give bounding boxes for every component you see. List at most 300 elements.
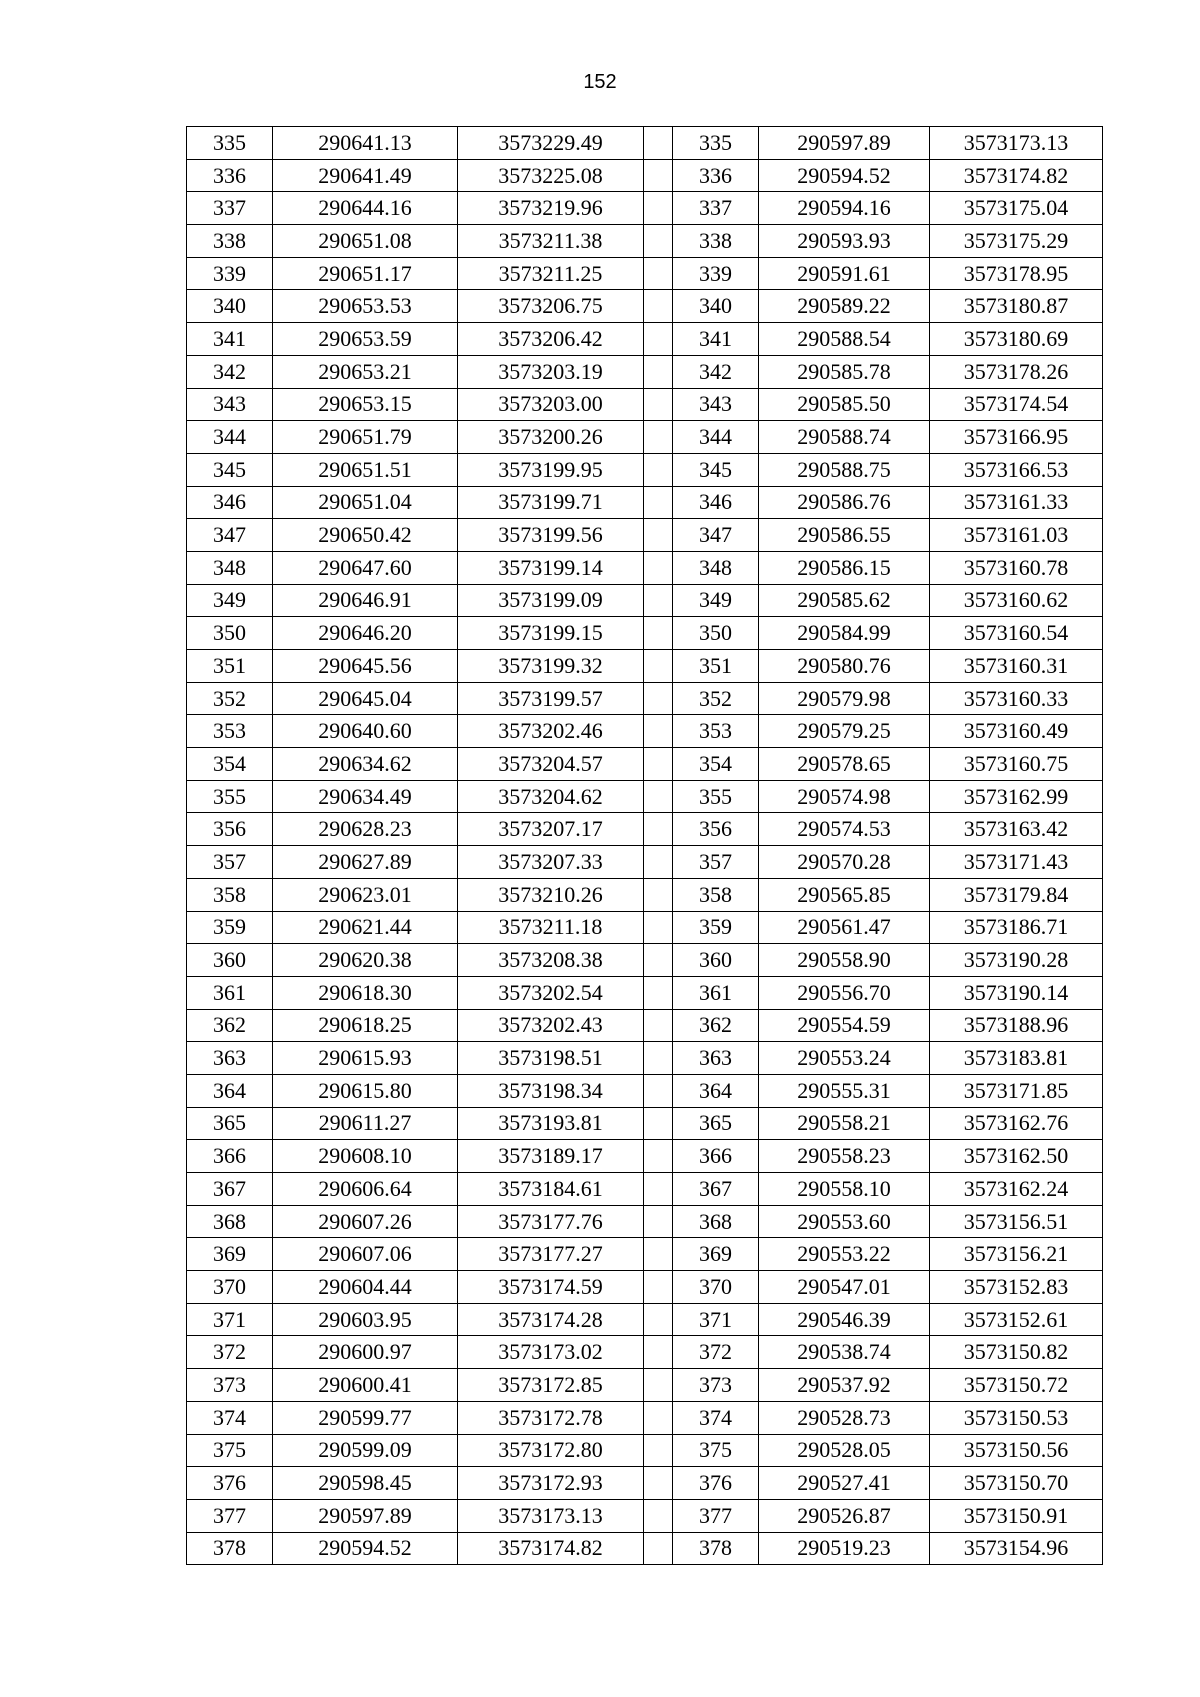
table-row — [187, 1238, 1103, 1271]
left-x-coordinate-cell: 290604.44 — [273, 1271, 458, 1304]
left-point-number-cell: 341 — [187, 323, 273, 356]
left-x-coordinate-cell: 290645.04 — [273, 682, 458, 715]
spacer-cell — [644, 1271, 673, 1304]
left-point-number-cell: 352 — [187, 682, 273, 715]
right-y-coordinate-cell: 3573179.84 — [930, 878, 1103, 911]
right-x-coordinate-cell: 290554.59 — [759, 1009, 930, 1042]
table-row — [187, 944, 1103, 977]
left-point-number-cell: 336 — [187, 159, 273, 192]
table-row — [187, 486, 1103, 519]
left-point-number-cell: 356 — [187, 813, 273, 846]
right-point-number-cell: 343 — [673, 388, 759, 421]
right-point-number-cell: 371 — [673, 1303, 759, 1336]
table-row — [187, 453, 1103, 486]
left-y-coordinate-cell: 3573172.85 — [458, 1369, 644, 1402]
left-point-number-cell: 373 — [187, 1369, 273, 1402]
spacer-cell — [644, 1009, 673, 1042]
right-point-number-cell: 338 — [673, 225, 759, 258]
left-y-coordinate-cell: 3573198.51 — [458, 1042, 644, 1075]
right-point-number-cell: 369 — [673, 1238, 759, 1271]
left-x-coordinate-cell: 290598.45 — [273, 1467, 458, 1500]
left-point-number-cell: 351 — [187, 650, 273, 683]
table-row — [187, 1369, 1103, 1402]
left-y-coordinate-cell: 3573203.19 — [458, 355, 644, 388]
right-x-coordinate-cell: 290586.55 — [759, 519, 930, 552]
left-point-number-cell: 375 — [187, 1434, 273, 1467]
right-x-coordinate-cell: 290553.24 — [759, 1042, 930, 1075]
left-x-coordinate-cell: 290628.23 — [273, 813, 458, 846]
right-x-coordinate-cell: 290594.52 — [759, 159, 930, 192]
right-y-coordinate-cell: 3573150.82 — [930, 1336, 1103, 1369]
coordinates-table-body — [187, 127, 1103, 1565]
right-point-number-cell: 357 — [673, 846, 759, 879]
left-point-number-cell: 338 — [187, 225, 273, 258]
left-x-coordinate-cell: 290606.64 — [273, 1173, 458, 1206]
left-point-number-cell: 378 — [187, 1532, 273, 1565]
spacer-cell — [644, 1042, 673, 1075]
left-x-coordinate-cell: 290653.59 — [273, 323, 458, 356]
left-y-coordinate-cell: 3573199.57 — [458, 682, 644, 715]
right-x-coordinate-cell: 290526.87 — [759, 1499, 930, 1532]
right-y-coordinate-cell: 3573163.42 — [930, 813, 1103, 846]
left-x-coordinate-cell: 290646.91 — [273, 584, 458, 617]
right-y-coordinate-cell: 3573173.13 — [930, 127, 1103, 160]
spacer-cell — [644, 1303, 673, 1336]
spacer-cell — [644, 813, 673, 846]
spacer-cell — [644, 1499, 673, 1532]
spacer-cell — [644, 1369, 673, 1402]
left-point-number-cell: 369 — [187, 1238, 273, 1271]
table-row — [187, 290, 1103, 323]
spacer-cell — [644, 1140, 673, 1173]
left-x-coordinate-cell: 290600.97 — [273, 1336, 458, 1369]
spacer-cell — [644, 551, 673, 584]
right-x-coordinate-cell: 290593.93 — [759, 225, 930, 258]
right-point-number-cell: 352 — [673, 682, 759, 715]
left-y-coordinate-cell: 3573174.82 — [458, 1532, 644, 1565]
left-y-coordinate-cell: 3573203.00 — [458, 388, 644, 421]
right-y-coordinate-cell: 3573160.49 — [930, 715, 1103, 748]
left-x-coordinate-cell: 290597.89 — [273, 1499, 458, 1532]
right-point-number-cell: 377 — [673, 1499, 759, 1532]
right-y-coordinate-cell: 3573161.33 — [930, 486, 1103, 519]
table-row — [187, 551, 1103, 584]
right-y-coordinate-cell: 3573152.61 — [930, 1303, 1103, 1336]
left-y-coordinate-cell: 3573172.80 — [458, 1434, 644, 1467]
right-point-number-cell: 353 — [673, 715, 759, 748]
right-x-coordinate-cell: 290597.89 — [759, 127, 930, 160]
spacer-cell — [644, 127, 673, 160]
right-y-coordinate-cell: 3573154.96 — [930, 1532, 1103, 1565]
spacer-cell — [644, 878, 673, 911]
table-row — [187, 715, 1103, 748]
left-x-coordinate-cell: 290599.77 — [273, 1401, 458, 1434]
table-row — [187, 192, 1103, 225]
left-point-number-cell: 349 — [187, 584, 273, 617]
left-y-coordinate-cell: 3573184.61 — [458, 1173, 644, 1206]
left-x-coordinate-cell: 290653.15 — [273, 388, 458, 421]
table-row — [187, 650, 1103, 683]
spacer-cell — [644, 225, 673, 258]
left-y-coordinate-cell: 3573206.75 — [458, 290, 644, 323]
right-x-coordinate-cell: 290585.50 — [759, 388, 930, 421]
spacer-cell — [644, 1434, 673, 1467]
right-point-number-cell: 355 — [673, 780, 759, 813]
spacer-cell — [644, 748, 673, 781]
right-x-coordinate-cell: 290585.62 — [759, 584, 930, 617]
left-y-coordinate-cell: 3573202.54 — [458, 976, 644, 1009]
right-point-number-cell: 342 — [673, 355, 759, 388]
table-row — [187, 1303, 1103, 1336]
left-x-coordinate-cell: 290650.42 — [273, 519, 458, 552]
right-y-coordinate-cell: 3573162.99 — [930, 780, 1103, 813]
table-row — [187, 780, 1103, 813]
spacer-cell — [644, 1532, 673, 1565]
right-y-coordinate-cell: 3573178.26 — [930, 355, 1103, 388]
right-x-coordinate-cell: 290537.92 — [759, 1369, 930, 1402]
right-point-number-cell: 348 — [673, 551, 759, 584]
left-x-coordinate-cell: 290611.27 — [273, 1107, 458, 1140]
left-x-coordinate-cell: 290607.26 — [273, 1205, 458, 1238]
left-y-coordinate-cell: 3573199.32 — [458, 650, 644, 683]
table-row — [187, 813, 1103, 846]
table-row — [187, 1336, 1103, 1369]
table-row — [187, 1140, 1103, 1173]
right-x-coordinate-cell: 290547.01 — [759, 1271, 930, 1304]
right-x-coordinate-cell: 290589.22 — [759, 290, 930, 323]
right-x-coordinate-cell: 290528.73 — [759, 1401, 930, 1434]
left-x-coordinate-cell: 290599.09 — [273, 1434, 458, 1467]
right-y-coordinate-cell: 3573190.28 — [930, 944, 1103, 977]
right-point-number-cell: 356 — [673, 813, 759, 846]
left-y-coordinate-cell: 3573199.14 — [458, 551, 644, 584]
left-x-coordinate-cell: 290627.89 — [273, 846, 458, 879]
right-x-coordinate-cell: 290558.10 — [759, 1173, 930, 1206]
spacer-cell — [644, 519, 673, 552]
left-point-number-cell: 344 — [187, 421, 273, 454]
coordinates-table — [186, 126, 1103, 1565]
right-y-coordinate-cell: 3573160.31 — [930, 650, 1103, 683]
left-x-coordinate-cell: 290615.93 — [273, 1042, 458, 1075]
right-x-coordinate-cell: 290588.75 — [759, 453, 930, 486]
left-y-coordinate-cell: 3573211.38 — [458, 225, 644, 258]
left-point-number-cell: 347 — [187, 519, 273, 552]
table-row — [187, 1173, 1103, 1206]
left-point-number-cell: 371 — [187, 1303, 273, 1336]
table-row — [187, 682, 1103, 715]
table-row — [187, 1532, 1103, 1565]
table-row — [187, 748, 1103, 781]
right-y-coordinate-cell: 3573183.81 — [930, 1042, 1103, 1075]
right-point-number-cell: 360 — [673, 944, 759, 977]
table-row — [187, 323, 1103, 356]
right-y-coordinate-cell: 3573150.53 — [930, 1401, 1103, 1434]
right-point-number-cell: 337 — [673, 192, 759, 225]
right-y-coordinate-cell: 3573156.21 — [930, 1238, 1103, 1271]
left-point-number-cell: 354 — [187, 748, 273, 781]
left-y-coordinate-cell: 3573199.15 — [458, 617, 644, 650]
table-row — [187, 1009, 1103, 1042]
left-point-number-cell: 366 — [187, 1140, 273, 1173]
spacer-cell — [644, 650, 673, 683]
spacer-cell — [644, 257, 673, 290]
table-row — [187, 257, 1103, 290]
right-x-coordinate-cell: 290555.31 — [759, 1074, 930, 1107]
spacer-cell — [644, 323, 673, 356]
left-x-coordinate-cell: 290651.04 — [273, 486, 458, 519]
right-y-coordinate-cell: 3573180.87 — [930, 290, 1103, 323]
right-point-number-cell: 341 — [673, 323, 759, 356]
left-point-number-cell: 346 — [187, 486, 273, 519]
spacer-cell — [644, 682, 673, 715]
right-x-coordinate-cell: 290588.74 — [759, 421, 930, 454]
left-y-coordinate-cell: 3573174.28 — [458, 1303, 644, 1336]
left-x-coordinate-cell: 290607.06 — [273, 1238, 458, 1271]
right-y-coordinate-cell: 3573152.83 — [930, 1271, 1103, 1304]
right-x-coordinate-cell: 290591.61 — [759, 257, 930, 290]
right-point-number-cell: 361 — [673, 976, 759, 1009]
right-x-coordinate-cell: 290594.16 — [759, 192, 930, 225]
right-point-number-cell: 372 — [673, 1336, 759, 1369]
right-x-coordinate-cell: 290553.22 — [759, 1238, 930, 1271]
left-y-coordinate-cell: 3573177.27 — [458, 1238, 644, 1271]
spacer-cell — [644, 290, 673, 323]
left-x-coordinate-cell: 290600.41 — [273, 1369, 458, 1402]
left-point-number-cell: 368 — [187, 1205, 273, 1238]
spacer-cell — [644, 911, 673, 944]
table-row — [187, 1042, 1103, 1075]
spacer-cell — [644, 584, 673, 617]
right-point-number-cell: 364 — [673, 1074, 759, 1107]
left-point-number-cell: 365 — [187, 1107, 273, 1140]
right-y-coordinate-cell: 3573171.85 — [930, 1074, 1103, 1107]
spacer-cell — [644, 486, 673, 519]
right-y-coordinate-cell: 3573150.56 — [930, 1434, 1103, 1467]
left-y-coordinate-cell: 3573198.34 — [458, 1074, 644, 1107]
right-y-coordinate-cell: 3573160.75 — [930, 748, 1103, 781]
left-x-coordinate-cell: 290618.25 — [273, 1009, 458, 1042]
right-y-coordinate-cell: 3573166.95 — [930, 421, 1103, 454]
left-point-number-cell: 359 — [187, 911, 273, 944]
left-y-coordinate-cell: 3573204.62 — [458, 780, 644, 813]
right-x-coordinate-cell: 290585.78 — [759, 355, 930, 388]
left-x-coordinate-cell: 290621.44 — [273, 911, 458, 944]
left-x-coordinate-cell: 290653.21 — [273, 355, 458, 388]
spacer-cell — [644, 715, 673, 748]
right-y-coordinate-cell: 3573171.43 — [930, 846, 1103, 879]
right-point-number-cell: 347 — [673, 519, 759, 552]
right-point-number-cell: 339 — [673, 257, 759, 290]
right-x-coordinate-cell: 290579.25 — [759, 715, 930, 748]
spacer-cell — [644, 1238, 673, 1271]
table-row — [187, 388, 1103, 421]
spacer-cell — [644, 976, 673, 1009]
left-x-coordinate-cell: 290653.53 — [273, 290, 458, 323]
right-point-number-cell: 366 — [673, 1140, 759, 1173]
right-y-coordinate-cell: 3573161.03 — [930, 519, 1103, 552]
left-y-coordinate-cell: 3573172.93 — [458, 1467, 644, 1500]
right-point-number-cell: 345 — [673, 453, 759, 486]
right-x-coordinate-cell: 290556.70 — [759, 976, 930, 1009]
left-x-coordinate-cell: 290623.01 — [273, 878, 458, 911]
page-number: 152 — [583, 71, 617, 93]
left-point-number-cell: 339 — [187, 257, 273, 290]
table-row — [187, 878, 1103, 911]
left-x-coordinate-cell: 290646.20 — [273, 617, 458, 650]
spacer-cell — [644, 421, 673, 454]
right-x-coordinate-cell: 290558.23 — [759, 1140, 930, 1173]
left-point-number-cell: 350 — [187, 617, 273, 650]
right-point-number-cell: 351 — [673, 650, 759, 683]
right-y-coordinate-cell: 3573175.29 — [930, 225, 1103, 258]
right-y-coordinate-cell: 3573156.51 — [930, 1205, 1103, 1238]
spacer-cell — [644, 944, 673, 977]
right-x-coordinate-cell: 290588.54 — [759, 323, 930, 356]
right-y-coordinate-cell: 3573160.62 — [930, 584, 1103, 617]
left-point-number-cell: 357 — [187, 846, 273, 879]
spacer-cell — [644, 617, 673, 650]
left-y-coordinate-cell: 3573199.95 — [458, 453, 644, 486]
left-point-number-cell: 377 — [187, 1499, 273, 1532]
right-point-number-cell: 370 — [673, 1271, 759, 1304]
left-point-number-cell: 363 — [187, 1042, 273, 1075]
right-x-coordinate-cell: 290578.65 — [759, 748, 930, 781]
spacer-cell — [644, 846, 673, 879]
table-row — [187, 617, 1103, 650]
table-row — [187, 1074, 1103, 1107]
right-x-coordinate-cell: 290584.99 — [759, 617, 930, 650]
left-point-number-cell: 361 — [187, 976, 273, 1009]
right-y-coordinate-cell: 3573180.69 — [930, 323, 1103, 356]
left-y-coordinate-cell: 3573189.17 — [458, 1140, 644, 1173]
left-y-coordinate-cell: 3573199.56 — [458, 519, 644, 552]
left-x-coordinate-cell: 290644.16 — [273, 192, 458, 225]
left-y-coordinate-cell: 3573173.13 — [458, 1499, 644, 1532]
right-y-coordinate-cell: 3573150.70 — [930, 1467, 1103, 1500]
left-point-number-cell: 355 — [187, 780, 273, 813]
spacer-cell — [644, 388, 673, 421]
left-x-coordinate-cell: 290618.30 — [273, 976, 458, 1009]
left-point-number-cell: 353 — [187, 715, 273, 748]
left-point-number-cell: 345 — [187, 453, 273, 486]
table-row — [187, 1271, 1103, 1304]
left-y-coordinate-cell: 3573204.57 — [458, 748, 644, 781]
spacer-cell — [644, 1336, 673, 1369]
right-y-coordinate-cell: 3573150.91 — [930, 1499, 1103, 1532]
left-point-number-cell: 362 — [187, 1009, 273, 1042]
right-point-number-cell: 335 — [673, 127, 759, 160]
left-x-coordinate-cell: 290641.13 — [273, 127, 458, 160]
right-x-coordinate-cell: 290546.39 — [759, 1303, 930, 1336]
left-y-coordinate-cell: 3573210.26 — [458, 878, 644, 911]
spacer-cell — [644, 159, 673, 192]
right-y-coordinate-cell: 3573160.33 — [930, 682, 1103, 715]
table-row — [187, 127, 1103, 160]
right-point-number-cell: 344 — [673, 421, 759, 454]
spacer-cell — [644, 1401, 673, 1434]
left-y-coordinate-cell: 3573200.26 — [458, 421, 644, 454]
left-point-number-cell: 364 — [187, 1074, 273, 1107]
right-x-coordinate-cell: 290561.47 — [759, 911, 930, 944]
left-x-coordinate-cell: 290620.38 — [273, 944, 458, 977]
right-x-coordinate-cell: 290558.21 — [759, 1107, 930, 1140]
spacer-cell — [644, 1205, 673, 1238]
spacer-cell — [644, 1107, 673, 1140]
right-x-coordinate-cell: 290527.41 — [759, 1467, 930, 1500]
right-point-number-cell: 375 — [673, 1434, 759, 1467]
right-x-coordinate-cell: 290586.76 — [759, 486, 930, 519]
left-y-coordinate-cell: 3573202.46 — [458, 715, 644, 748]
left-point-number-cell: 372 — [187, 1336, 273, 1369]
right-point-number-cell: 359 — [673, 911, 759, 944]
left-y-coordinate-cell: 3573225.08 — [458, 159, 644, 192]
table-row — [187, 976, 1103, 1009]
right-x-coordinate-cell: 290519.23 — [759, 1532, 930, 1565]
left-point-number-cell: 370 — [187, 1271, 273, 1304]
spacer-cell — [644, 453, 673, 486]
right-x-coordinate-cell: 290565.85 — [759, 878, 930, 911]
left-y-coordinate-cell: 3573177.76 — [458, 1205, 644, 1238]
left-y-coordinate-cell: 3573207.17 — [458, 813, 644, 846]
spacer-cell — [644, 355, 673, 388]
right-point-number-cell: 354 — [673, 748, 759, 781]
right-y-coordinate-cell: 3573160.54 — [930, 617, 1103, 650]
right-point-number-cell: 346 — [673, 486, 759, 519]
right-x-coordinate-cell: 290528.05 — [759, 1434, 930, 1467]
right-x-coordinate-cell: 290553.60 — [759, 1205, 930, 1238]
right-point-number-cell: 373 — [673, 1369, 759, 1402]
left-x-coordinate-cell: 290634.49 — [273, 780, 458, 813]
right-y-coordinate-cell: 3573174.82 — [930, 159, 1103, 192]
spacer-cell — [644, 780, 673, 813]
right-y-coordinate-cell: 3573162.76 — [930, 1107, 1103, 1140]
right-y-coordinate-cell: 3573175.04 — [930, 192, 1103, 225]
left-point-number-cell: 343 — [187, 388, 273, 421]
right-point-number-cell: 368 — [673, 1205, 759, 1238]
left-y-coordinate-cell: 3573211.25 — [458, 257, 644, 290]
left-point-number-cell: 342 — [187, 355, 273, 388]
spacer-cell — [644, 1074, 673, 1107]
left-point-number-cell: 374 — [187, 1401, 273, 1434]
right-x-coordinate-cell: 290579.98 — [759, 682, 930, 715]
left-x-coordinate-cell: 290641.49 — [273, 159, 458, 192]
right-y-coordinate-cell: 3573166.53 — [930, 453, 1103, 486]
left-y-coordinate-cell: 3573199.71 — [458, 486, 644, 519]
right-y-coordinate-cell: 3573160.78 — [930, 551, 1103, 584]
right-point-number-cell: 349 — [673, 584, 759, 617]
right-x-coordinate-cell: 290538.74 — [759, 1336, 930, 1369]
table-row — [187, 1107, 1103, 1140]
left-point-number-cell: 335 — [187, 127, 273, 160]
table-row — [187, 1205, 1103, 1238]
left-y-coordinate-cell: 3573174.59 — [458, 1271, 644, 1304]
left-y-coordinate-cell: 3573199.09 — [458, 584, 644, 617]
right-x-coordinate-cell: 290574.98 — [759, 780, 930, 813]
left-point-number-cell: 360 — [187, 944, 273, 977]
table-row — [187, 159, 1103, 192]
left-y-coordinate-cell: 3573172.78 — [458, 1401, 644, 1434]
left-point-number-cell: 376 — [187, 1467, 273, 1500]
left-x-coordinate-cell: 290651.79 — [273, 421, 458, 454]
left-point-number-cell: 358 — [187, 878, 273, 911]
table-row — [187, 421, 1103, 454]
right-point-number-cell: 367 — [673, 1173, 759, 1206]
right-point-number-cell: 362 — [673, 1009, 759, 1042]
table-row — [187, 1499, 1103, 1532]
left-y-coordinate-cell: 3573207.33 — [458, 846, 644, 879]
left-y-coordinate-cell: 3573219.96 — [458, 192, 644, 225]
spacer-cell — [644, 1467, 673, 1500]
